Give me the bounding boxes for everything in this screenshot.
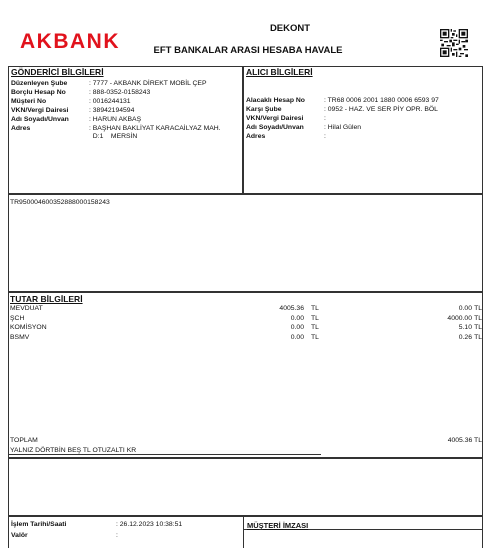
detail-row — [11, 89, 150, 97]
detail-label: VKN/Vergi Dairesi — [11, 106, 69, 114]
amount-value-2: 4000.00 — [447, 314, 472, 322]
detail-row — [11, 125, 221, 141]
amount-row — [10, 334, 482, 343]
valor-label: Valör — [11, 532, 28, 539]
reference-box — [8, 194, 483, 292]
detail-label: Karşı Şube — [246, 105, 282, 113]
detail-row — [246, 115, 326, 123]
detail-value: : 38942194594 — [89, 106, 135, 114]
footer-divider — [243, 516, 244, 548]
customer-signature-label: MÜŞTERİ İMZASI — [247, 521, 309, 530]
valor-value: : — [116, 532, 118, 539]
amount-value: 0.00 — [290, 324, 304, 331]
document-title: DEKONT — [269, 23, 311, 34]
detail-label: Düzenleyen Şube — [11, 80, 68, 87]
amount-name: MEVDUAT — [10, 305, 43, 312]
detail-row — [246, 106, 438, 114]
detail-row — [11, 116, 141, 124]
amount-currency: TL — [311, 305, 319, 312]
document-subtitle: EFT BANKALAR ARASI HESABA HAVALE — [153, 45, 343, 56]
detail-row — [246, 97, 439, 105]
akbank-logo: AKBANK — [20, 30, 120, 53]
detail-value: : 7777 - AKBANK DİREKT MOBİL ÇEP — [89, 80, 207, 87]
amount-currency: TL — [311, 333, 319, 341]
amounts-section-title: TUTAR BİLGİLERİ — [10, 294, 83, 304]
detail-value: : HARUN AKBAŞ — [89, 115, 142, 123]
amount-currency: TL — [311, 314, 319, 322]
amount-value: 0.00 — [290, 333, 304, 341]
amount-row — [10, 315, 482, 324]
detail-value: : 0016244131 — [89, 97, 131, 105]
transaction-reference: TR950004600352888000158243 — [10, 199, 110, 206]
detail-label: Adı Soyadı/Unvan — [246, 123, 304, 131]
amount-currency-2: TL — [474, 314, 482, 322]
amount-currency-2: TL — [474, 333, 482, 341]
amount-value-2: 5.10 — [458, 324, 472, 331]
detail-row — [246, 124, 361, 132]
amount-currency: TL — [311, 324, 319, 331]
qr-code-icon — [440, 29, 468, 57]
detail-value: : Hilal Gülen — [324, 123, 362, 131]
amount-in-words: YALNIZ DÖRTBİN BEŞ TL OTUZALTI KR — [10, 447, 137, 454]
amount-value-2: 0.00 — [458, 305, 472, 312]
detail-value: : 888-0352-0158243 — [89, 88, 151, 96]
amount-currency-2: TL — [474, 305, 482, 312]
detail-row — [246, 133, 326, 141]
amount-value: 0.00 — [290, 314, 304, 322]
transaction-date — [11, 521, 182, 528]
amount-value-2: 0.26 — [458, 333, 472, 341]
amount-name: KOMİSYON — [10, 324, 47, 331]
amount-row — [10, 324, 482, 333]
transaction-date-value: : 26.12.2023 10:38:51 — [116, 521, 183, 528]
total-value: 4005.36 TL — [447, 437, 482, 444]
amount-name: ŞCH — [10, 314, 25, 322]
notes-box — [8, 458, 483, 516]
amount-row — [10, 305, 482, 314]
detail-label: Alacaklı Hesap No — [246, 97, 305, 104]
amount-value: 4005.36 — [279, 305, 304, 312]
detail-row — [11, 80, 206, 88]
detail-row — [11, 98, 131, 106]
detail-value: : — [324, 114, 326, 122]
detail-label: Adı Soyadı/Unvan — [11, 115, 69, 123]
amount-currency-2: TL — [474, 324, 482, 331]
amount-name: BSMV — [10, 333, 30, 341]
sender-section-title: GÖNDERİCİ BİLGİLERİ — [11, 67, 104, 77]
detail-label: Adres — [11, 124, 31, 132]
detail-value: : TR68 0006 2001 1880 0006 6593 97 — [324, 97, 439, 104]
detail-row — [11, 107, 134, 115]
detail-value: : 0952 - HAZ. VE SER PİY OPR. BÖL — [324, 105, 438, 113]
total-label: TOPLAM — [10, 437, 38, 444]
detail-label: Adres — [246, 132, 266, 140]
amount-words-divider — [8, 454, 321, 455]
detail-value: : — [324, 132, 326, 140]
receiver-section-title: ALICI BİLGİLERİ — [246, 67, 313, 77]
transaction-date-label: İşlem Tarihi/Saati — [11, 521, 67, 528]
detail-label: Borçlu Hesap No — [11, 88, 66, 96]
detail-value: : BAŞHAN BAKLİYAT KARACAİLYAZ MAH. D:1 MERSİN — [89, 124, 221, 140]
detail-label: Müşteri No — [11, 97, 47, 105]
detail-label: VKN/Vergi Dairesi — [246, 114, 304, 122]
valor-date — [11, 532, 118, 539]
